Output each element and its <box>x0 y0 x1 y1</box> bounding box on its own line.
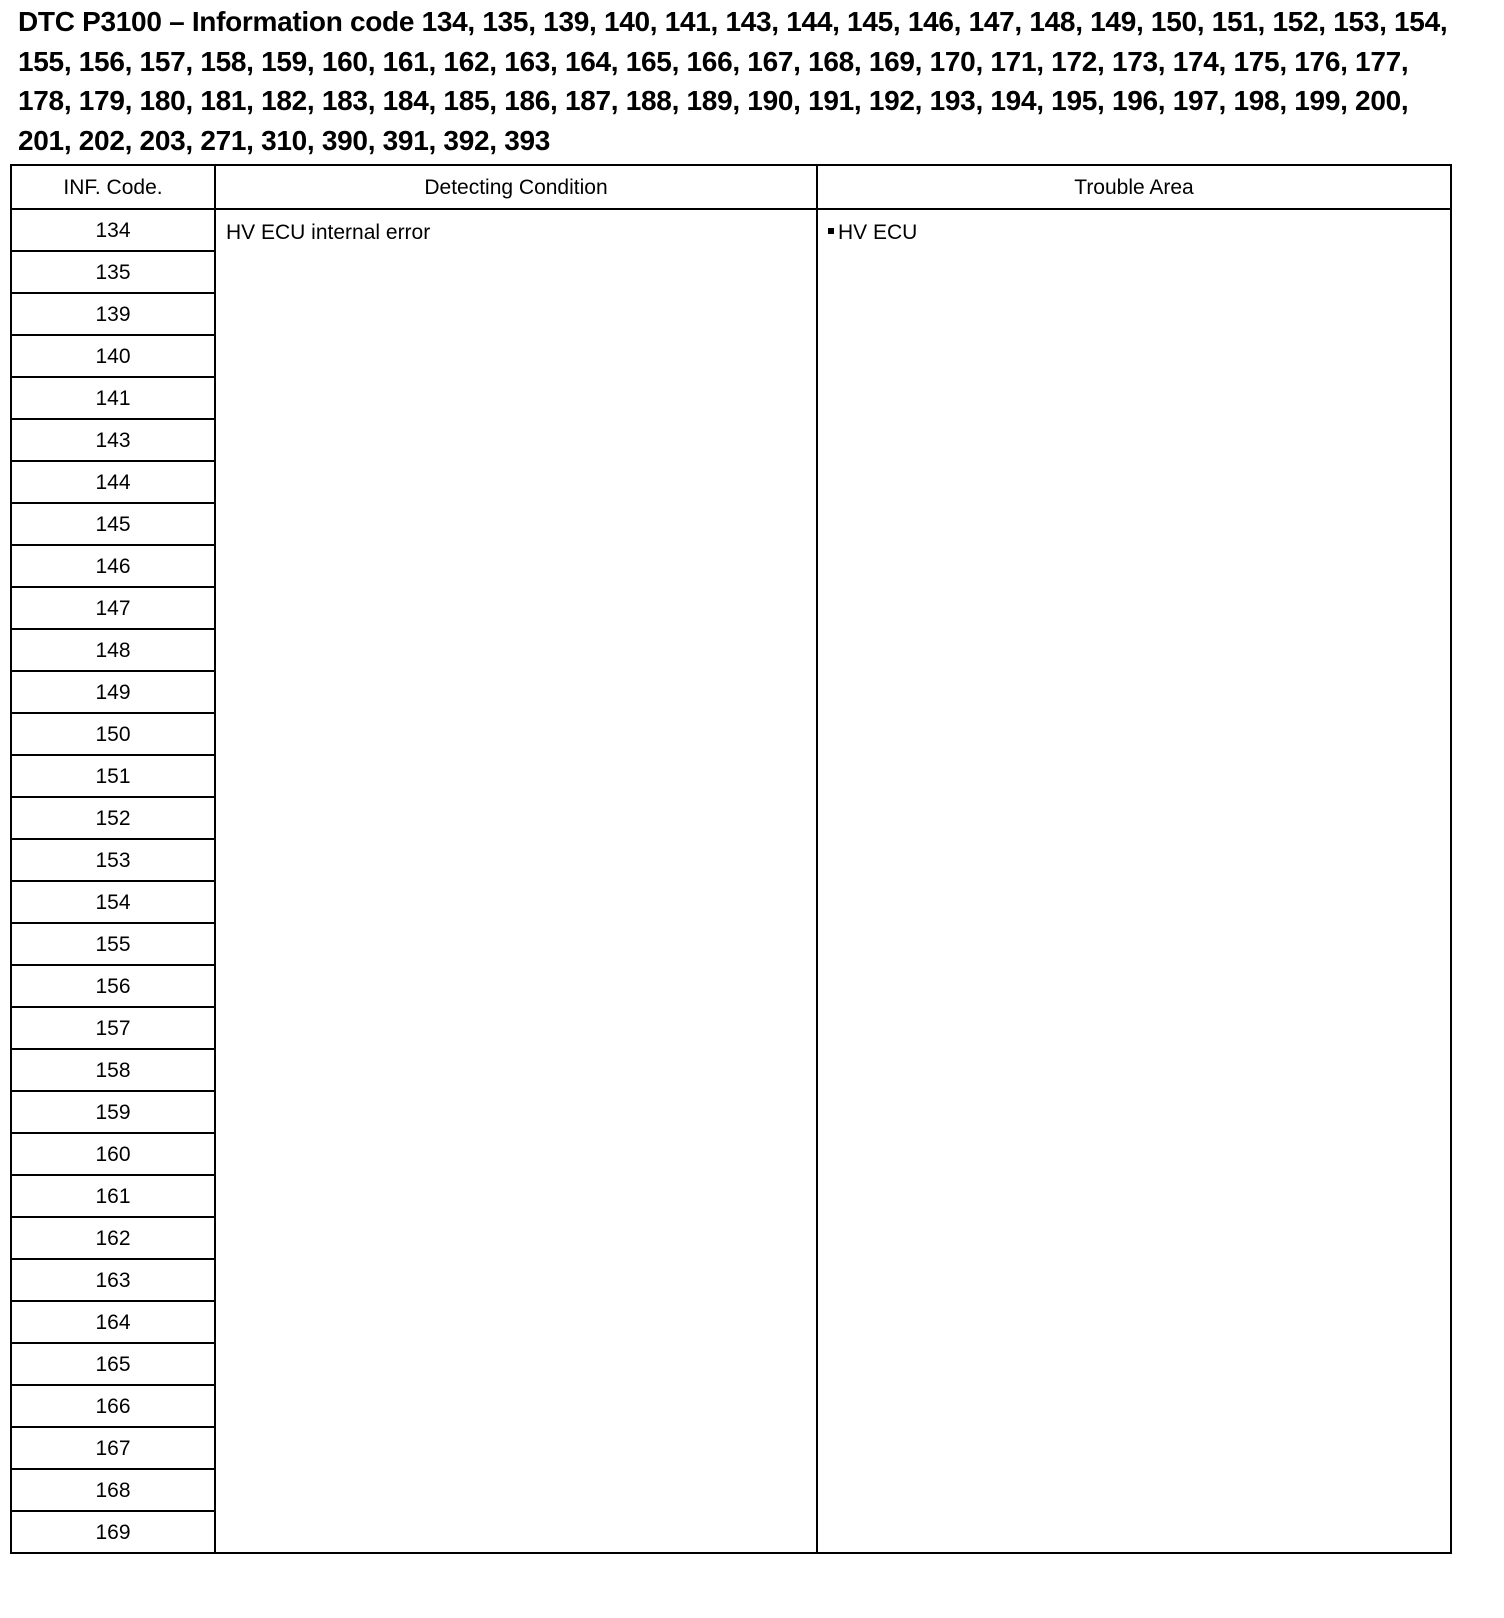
inf-code-cell: 159 <box>11 1091 215 1133</box>
inf-code-cell: 149 <box>11 671 215 713</box>
inf-code-cell: 156 <box>11 965 215 1007</box>
inf-code-cell: 140 <box>11 335 215 377</box>
inf-code-cell: 141 <box>11 377 215 419</box>
inf-code-cell: 168 <box>11 1469 215 1511</box>
inf-code-cell: 154 <box>11 881 215 923</box>
inf-code-cell: 160 <box>11 1133 215 1175</box>
inf-code-cell: 163 <box>11 1259 215 1301</box>
inf-code-cell: 144 <box>11 461 215 503</box>
trouble-area-cell <box>817 209 1451 1553</box>
inf-code-cell: 148 <box>11 629 215 671</box>
bullet-icon <box>828 228 834 234</box>
header-trouble-area: Trouble Area <box>817 165 1451 209</box>
table-body <box>11 209 1451 1553</box>
inf-code-cell: 153 <box>11 839 215 881</box>
inf-code-cell: 143 <box>11 419 215 461</box>
inf-code-cell: 155 <box>11 923 215 965</box>
dtc-table <box>10 164 1452 1554</box>
inf-code-cell: 164 <box>11 1301 215 1343</box>
inf-code-cell: 162 <box>11 1217 215 1259</box>
inf-code-cell: 161 <box>11 1175 215 1217</box>
inf-code-cell: 139 <box>11 293 215 335</box>
table-header-row <box>11 165 1451 209</box>
inf-code-cell: 152 <box>11 797 215 839</box>
inf-code-cell: 146 <box>11 545 215 587</box>
detecting-condition-cell <box>215 209 817 1553</box>
detecting-condition-text: HV ECU internal error <box>226 221 431 244</box>
inf-code-cell: 165 <box>11 1343 215 1385</box>
inf-code-cell: 151 <box>11 755 215 797</box>
inf-code-cell: 135 <box>11 251 215 293</box>
inf-code-cell: 147 <box>11 587 215 629</box>
inf-code-cell: 134 <box>11 209 215 251</box>
page-title: DTC P3100 – Information code 134, 135, 139, 140, 141, 143, 144, 145, 146, 147, 148, 149, 150, 151, 152, 153, 154, 155, 156, 157, 158, 159, 160, 161, 162, 163, 164, 165, 166, 167, 168, 169, 170, 171, 172, 173, 174, 175, 176, 177, 178, 179, 180, 181, 182, 183, 184, 185, 186, 187, 188, 189, 190, 191, 192, 193, 194, 195, 196, 197, 198, 199, 200, 201, 202, 203, 271, 310, 390, 391, 392, 393 <box>18 6 1448 156</box>
inf-code-cell: 158 <box>11 1049 215 1091</box>
header-inf-code: INF. Code. <box>11 165 215 209</box>
inf-code-cell: 150 <box>11 713 215 755</box>
inf-code-cell: 166 <box>11 1385 215 1427</box>
trouble-area-text: HV ECU <box>838 221 918 244</box>
inf-code-cell: 169 <box>11 1511 215 1553</box>
inf-code-cell: 157 <box>11 1007 215 1049</box>
inf-code-cell: 145 <box>11 503 215 545</box>
header-detecting-condition: Detecting Condition <box>215 165 817 209</box>
table-row <box>11 209 1451 251</box>
inf-code-cell: 167 <box>11 1427 215 1469</box>
